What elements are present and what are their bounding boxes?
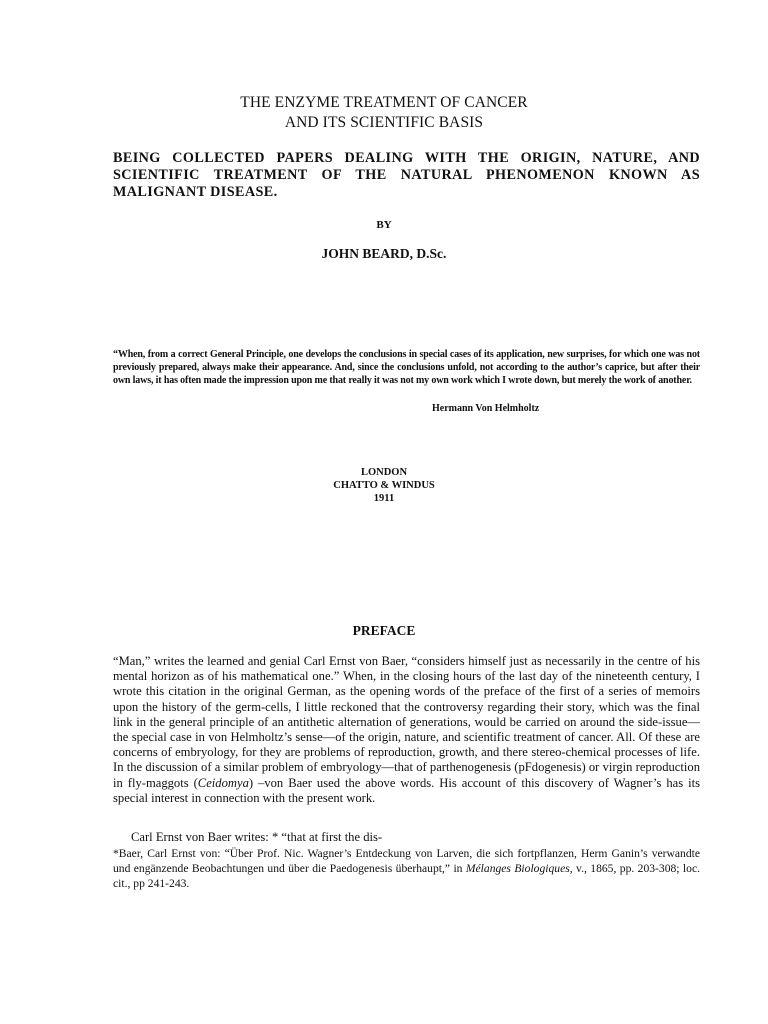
epigraph-quote: “When, from a correct General Principle, one develops the conclusions in special cases of its application, new surprises, for which one was not previously prepared, always make their appearance. And, since the conclusions unfold, not according to the author’s caprice, but after their own laws, it has often made the impression upon me that really it was not my own work which I wrote down, but merely the work of another. bbox=[113, 349, 700, 386]
publisher-imprint bbox=[0, 466, 768, 505]
footnote bbox=[113, 846, 700, 892]
footnote-text-end: v., 1865, pp. 203-308; loc. cit., pp 241-243. bbox=[113, 862, 700, 891]
footnote-italic-title: Mélanges Biologiques, bbox=[465, 862, 573, 876]
imprint-publisher: CHATTO & WINDUS bbox=[333, 480, 435, 491]
preface-paragraph bbox=[113, 654, 700, 806]
by-label: BY bbox=[376, 219, 392, 231]
footnote-text-start: *Baer, Carl Ernst von: “Über Prof. Nic. Wagner’s Entdeckung von Larven, die sich fortpflanzen, Herm Ganin’s verwandte und engänzende Beobachtungen und über die Paedogenesis überhaupt,” in bbox=[113, 847, 700, 876]
imprint-year: 1911 bbox=[373, 493, 395, 504]
preface-heading: PREFACE bbox=[352, 623, 416, 638]
imprint-city: LONDON bbox=[360, 467, 408, 478]
title-line-1: THE ENZYME TREATMENT OF CANCER bbox=[240, 94, 528, 111]
book-title bbox=[0, 93, 768, 133]
preface-text-start: “Man,” writes the learned and genial Carl Ernst von Baer, “considers himself just as necessarily in the centre of his mental horizon as of his mathematical one.” When, in the closing hours of the last day of the nineteenth century, I wrote this citation in the original German, as the opening words of the preface of the first of a series of memoirs upon the history of the germ-cells, I little reckoned that the controversy regarding their story, which was the final link in the general principle of an antithetic alternation of generations, would be carried on around the side-issue—the special case in von Helmholtz’s sense—of the origin, nature, and scientific treatment of cancer. All. Of these are concerns of embryology, for they are problems of reproduction, growth, and there stereo-chemical processes of life. In the discussion of a similar problem of embryology—that of parthenogenesis (pFdogenesis) or virgin reproduction in fly-maggots ( bbox=[113, 654, 700, 790]
title-line-2: AND ITS SCIENTIFIC BASIS bbox=[284, 114, 484, 131]
preface-italic-term: Ceidomya bbox=[197, 775, 249, 790]
preface-continuation: Carl Ernst von Baer writes: * “that at first the dis- bbox=[131, 830, 383, 844]
preface-text-end: ) –von Baer used the above words. His account of this discovery of Wagner’s has its special interest in connection with the present work. bbox=[113, 775, 700, 805]
epigraph-attribution: Hermann Von Helmholtz bbox=[432, 403, 540, 414]
preface-body bbox=[113, 654, 700, 806]
author-name: JOHN BEARD, D.Sc. bbox=[321, 246, 447, 261]
book-subtitle: BEING COLLECTED PAPERS DEALING WITH THE ORIGIN, NATURE, AND SCIENTIFIC TREATMENT OF THE NATURAL PHENOMENON KNOWN AS MALIGNANT DISEASE. bbox=[113, 150, 700, 200]
